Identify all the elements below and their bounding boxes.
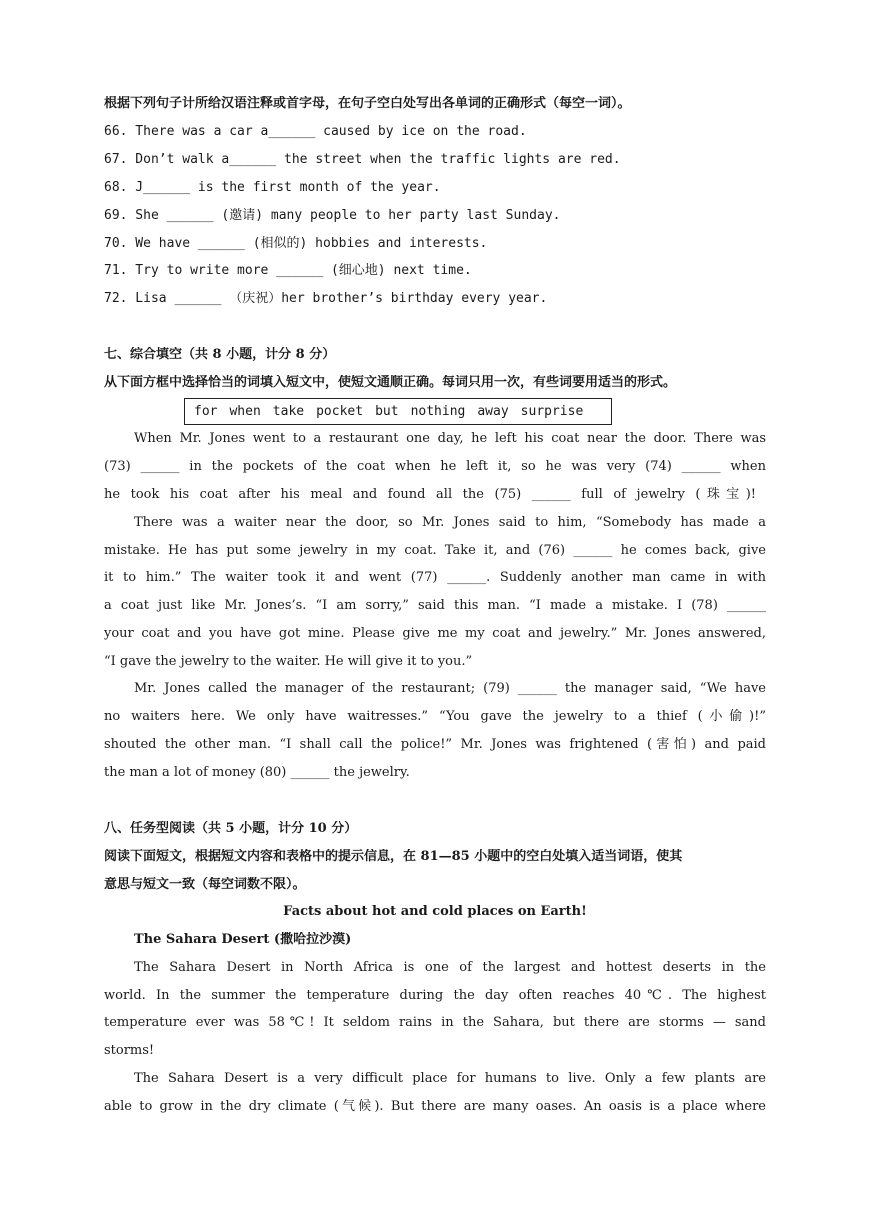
question-66: 66. There was a car a______ caused by ice on the road. — [104, 124, 527, 139]
word-box-item: when — [229, 404, 261, 419]
passage-line: mistake. He has put some jewelry in my coat. Take it, and (76) ______ he comes back, give — [104, 543, 766, 558]
word-box-item: pocket — [316, 404, 364, 419]
section7-heading: 七、综合填空（共 8 小题，计分 8 分） — [104, 347, 336, 362]
question-68: 68. J______ is the first month of the year. — [104, 180, 441, 195]
word-box-item: take — [272, 404, 305, 419]
passage-line: the man a lot of money (80) ______ the jewelry. — [104, 765, 410, 780]
word-box-item: nothing — [410, 404, 466, 419]
question-71: 71. Try to write more ______ (细心地) next time. — [104, 263, 472, 278]
reading-line: world. In the summer the temperature during the day often reaches 40℃. The highest — [104, 988, 766, 1003]
passage-line: “I gave the jewelry to the waiter. He will give it to you.” — [104, 654, 473, 669]
section8-heading: 八、任务型阅读（共 5 小题，计分 10 分） — [104, 821, 358, 836]
reading-line: temperature ever was 58℃! It seldom rains in the Sahara, but there are storms — sand — [104, 1015, 766, 1030]
passage-line: When Mr. Jones went to a restaurant one day, he left his coat near the door. There was — [134, 431, 766, 446]
passage-line: Mr. Jones called the manager of the restaurant; (79) ______ the manager said, “We have — [134, 681, 766, 696]
question-72: 72. Lisa ______ （庆祝）her brother’s birthday every year. — [104, 291, 548, 306]
question-70: 70. We have ______ (相似的) hobbies and interests. — [104, 236, 488, 251]
reading-line: able to grow in the dry climate (气候). But there are many oases. An oasis is a place where — [104, 1099, 766, 1114]
word-box-item: but — [375, 404, 399, 419]
section7-instruction: 从下面方框中选择恰当的词填入短文中，使短文通顺正确。每词只用一次，有些词要用适当的形式。 — [104, 375, 677, 390]
reading-line: storms! — [104, 1043, 155, 1058]
passage-line: he took his coat after his meal and found all the (75) ______ full of jewelry (珠宝)! — [104, 487, 756, 502]
reading-line: The Sahara Desert is a very difficult place for humans to live. Only a few plants are — [134, 1071, 766, 1086]
word-box-item: for — [194, 404, 218, 419]
word-box-item: surprise — [520, 404, 584, 419]
passage-line: a coat just like Mr. Jones’s. “I am sorry,” said this man. “I made a mistake. I (78) ______ — [104, 598, 766, 613]
passage-line: (73) ______ in the pockets of the coat when he left it, so he was very (74) ______ when — [104, 459, 766, 474]
passage-line: shouted the other man. “I shall call the police!” Mr. Jones was frightened (害怕) and paid — [104, 737, 766, 752]
reading-subtitle: The Sahara Desert (撒哈拉沙漠) — [134, 932, 352, 947]
passage-line: There was a waiter near the door, so Mr. Jones said to him, “Somebody has made a — [134, 515, 766, 530]
section8-instruction: 阅读下面短文，根据短文内容和表格中的提示信息，在 81—85 小题中的空白处填入适当词语，使其 — [104, 849, 683, 864]
passage-line: your coat and you have got mine. Please give me my coat and jewelry.” Mr. Jones answered, — [104, 626, 766, 641]
question-69: 69. She ______ (邀请) many people to her party last Sunday. — [104, 208, 561, 223]
word-box-item: away — [477, 404, 509, 419]
word-box — [184, 398, 612, 425]
reading-title: Facts about hot and cold places on Earth! — [283, 904, 587, 919]
question-67: 67. Don’t walk a______ the street when the traffic lights are red. — [104, 152, 621, 167]
passage-line: it to him.” The waiter took it and went (77) ______. Suddenly another man came in with — [104, 570, 766, 585]
reading-line: The Sahara Desert in North Africa is one of the largest and hottest deserts in the — [134, 960, 766, 975]
section8-instruction-cont: 意思与短文一致（每空词数不限）。 — [104, 877, 306, 892]
vocab-instruction: 根据下列句子计所给汉语注释或首字母，在句子空白处写出各单词的正确形式（每空一词）。 — [104, 96, 631, 111]
passage-line: no waiters here. We only have waitresses.” “You gave the jewelry to a thief (小偷)!” — [104, 709, 766, 724]
